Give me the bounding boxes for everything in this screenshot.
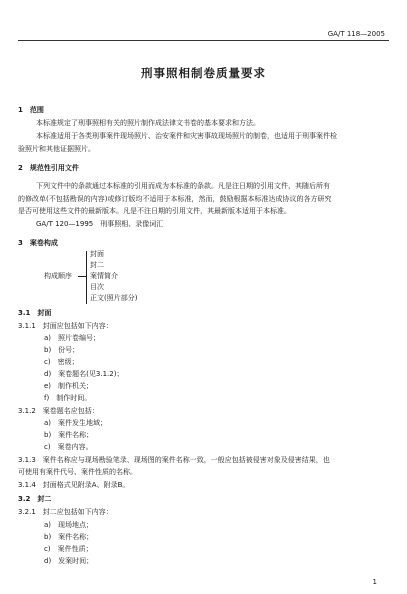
clause-3-1-4: 3.1.4 封面格式见附录A、附录B。 (18, 481, 130, 489)
list-item: b) 份号； (44, 346, 80, 354)
standard-number: GA/T 118—2005 (327, 30, 385, 38)
section-3-heading: 3 案卷构成 (18, 239, 58, 247)
page-number: 1 (372, 578, 377, 586)
list-item: d) 案卷题名(见3.1.2)； (44, 370, 124, 378)
composition-order-label: 构成顺序 (44, 272, 72, 280)
section-1-para-2-line-1: 本标准适用于各类刑事案件现场照片、治安案件和灾害事故现场照片的制卷，也适用于刑事案件检 (36, 132, 337, 140)
section-1-heading: 1 范围 (18, 106, 44, 114)
clause-3-1-3-line-2: 可使用有案件代号、案件性质的名称。 (18, 468, 137, 476)
section-2-line-3: 是否可使用这些文件的最新版本。凡是不注日期的引用文件，其最新版本适用于本标准。 (18, 207, 291, 215)
list-item: a) 照片卷编号； (44, 334, 101, 342)
list-item: d) 发案时间； (44, 557, 94, 565)
list-item: b) 案件名称； (44, 533, 94, 541)
normative-reference: GA/T 120—1995 刑事照相、录像词汇 (36, 220, 164, 228)
section-2-line-2: 的修改单(不包括勘误的内容)或修订版均不适用于本标准，然而，鼓励根据本标准达成协议的各方研究 (18, 195, 332, 203)
section-3-2-heading: 3.2 封二 (18, 495, 52, 503)
header-rule (18, 40, 389, 41)
bracket-line (86, 251, 87, 304)
bracket-connector (78, 276, 86, 277)
list-item: a) 现场地点； (44, 521, 94, 529)
list-item: f) 制作时间。 (44, 394, 92, 402)
list-item: e) 制作机关； (44, 382, 94, 390)
list-item: c) 案件性质； (44, 545, 93, 553)
section-1-para-2-line-2: 验照片和其他证据照片。 (18, 145, 95, 153)
clause-3-1-3-line-1: 3.1.3 案件名称应与现场勘验笔录、现场图的案件名称一致，一般应包括被侵害对象及侵害结果，也 (18, 456, 330, 464)
list-item: b) 案件名称； (44, 431, 94, 439)
list-item: c) 密级； (44, 358, 79, 366)
order-item: 目次 (90, 283, 104, 291)
list-item: a) 案件发生地域； (44, 419, 108, 427)
clause-3-1-2: 3.1.2 案卷题名应包括： (18, 407, 99, 415)
section-2-heading: 2 规范性引用文件 (18, 164, 79, 172)
document-title: 刑事照相制卷质量要求 (141, 66, 266, 80)
section-3-1-heading: 3.1 封面 (18, 309, 52, 317)
list-item: c) 案卷内容。 (44, 443, 93, 451)
order-item: 正文(照片部分) (90, 294, 138, 302)
order-item: 案情简介 (90, 272, 118, 280)
section-1-para-1: 本标准规定了刑事照相有关的照片制作成法律文书卷的基本要求和方法。 (36, 119, 260, 127)
clause-3-1-1: 3.1.1 封面应包括如下内容： (18, 322, 113, 330)
section-2-line-1: 下列文件中的条款通过本标准的引用而成为本标准的条款。凡是注日期的引用文件，其随后所有 (36, 182, 330, 190)
order-item: 封面 (90, 250, 104, 258)
clause-3-2-1: 3.2.1 封二应包括如下内容： (18, 508, 113, 516)
order-item: 封二 (90, 261, 104, 269)
